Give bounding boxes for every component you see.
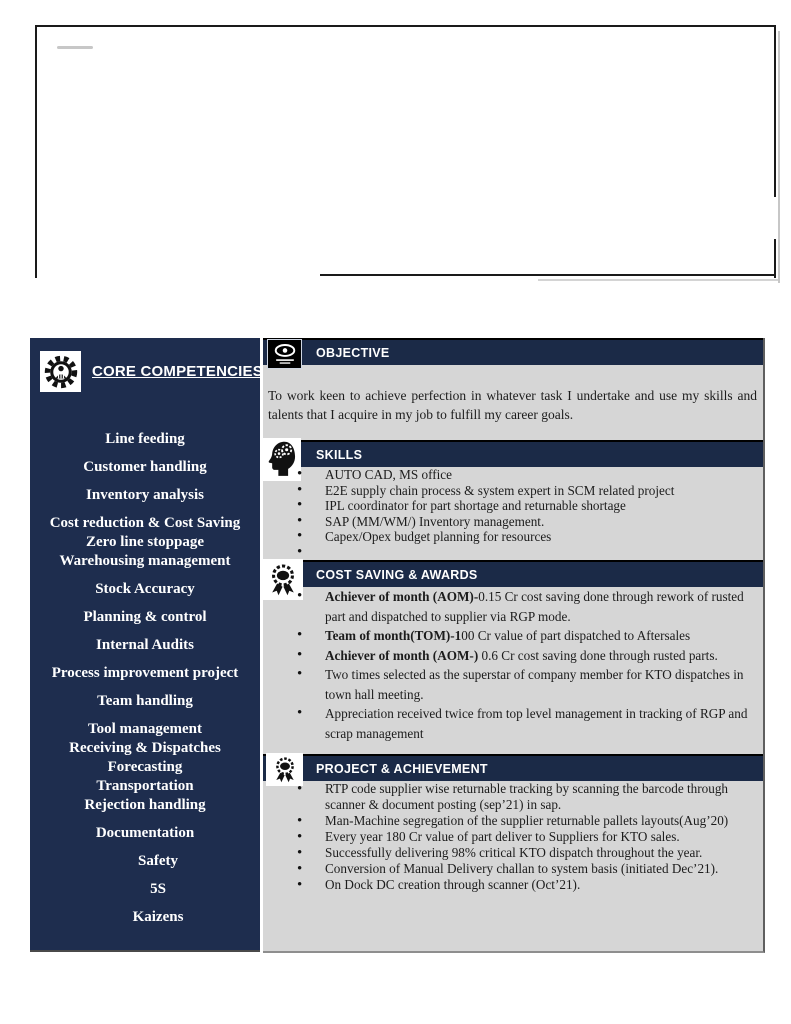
award-item: • Team of month(TOM)-100 Cr value of part dispatched to Aftersales	[263, 626, 757, 646]
section-title-objective: OBJECTIVE	[316, 345, 390, 360]
vision-projector-icon	[267, 339, 302, 369]
competency-item: Tool management	[87, 721, 203, 737]
skill-item	[263, 545, 757, 561]
skill-item: • E2E supply chain process & system expert in SCM related project	[263, 483, 757, 499]
skill-item: • AUTO CAD, MS office	[263, 467, 757, 483]
section-title-awards: COST SAVING & AWARDS	[316, 567, 478, 582]
objective-text: To work keen to achieve perfection in whatever task I undertake and use my skills and talents that I acquire in my job to fulfill my career goals.	[268, 388, 757, 422]
skills-list	[263, 467, 763, 560]
project-item: • RTP code supplier wise returnable tracking by scanning the barcode through scanner & document posting (sep’21) in sap.	[263, 781, 757, 813]
resume-content	[263, 338, 765, 953]
competency-item: Forecasting	[107, 759, 183, 775]
competency-item: Rejection handling	[84, 797, 206, 813]
award-item: • Two times selected as the superstar of company member for KTO dispatches in town hall meeting.	[263, 665, 757, 704]
competency-item: Cost reduction & Cost Saving	[49, 515, 241, 531]
gear-person-icon	[40, 351, 81, 392]
section-title-skills: SKILLS	[316, 447, 363, 462]
box-shadow-right	[778, 31, 780, 283]
skill-item: • Capex/Opex budget planning for resources	[263, 529, 757, 545]
skill-item: • SAP (MM/WM/) Inventory management.	[263, 514, 757, 530]
section-header-skills	[263, 440, 763, 467]
competency-list	[30, 392, 260, 927]
sidebar-header	[30, 338, 263, 392]
project-item: • On Dock DC creation through scanner (Oct’21).	[263, 877, 757, 893]
competency-item: Receiving & Dispatches	[69, 740, 221, 756]
projects-list	[263, 781, 763, 893]
sidebar-core-competencies	[30, 338, 263, 952]
competency-item: Customer handling	[83, 459, 207, 475]
box-border-bottom	[320, 274, 776, 276]
competency-item: Internal Audits	[96, 637, 194, 653]
box-shadow-bottom	[538, 279, 778, 281]
award-item: • Appreciation received twice from top level management in tracking of RGP and scrap management	[263, 704, 757, 743]
competency-item: Safety	[138, 853, 178, 869]
project-item: • Successfully delivering 98% critical KTO dispatch throughout the year.	[263, 845, 757, 861]
project-item: • Every year 180 Cr value of part deliver to Suppliers for KTO sales.	[263, 829, 757, 845]
competency-item: Line feeding	[105, 431, 185, 447]
faint-smudge	[57, 46, 93, 49]
competency-item: Zero line stoppage	[85, 534, 205, 550]
box-border-top	[35, 25, 776, 27]
project-item: • Man-Machine segregation of the supplier returnable pallets layouts(Aug’20)	[263, 813, 757, 829]
competency-item: Process improvement project	[51, 665, 239, 681]
competency-item: Warehousing management	[59, 553, 231, 569]
project-item: • Conversion of Manual Delivery challan to system basis (initiated Dec’21).	[263, 861, 757, 877]
competency-item: Stock Accuracy	[95, 581, 195, 597]
sidebar-title: CORE COMPETENCIES	[92, 363, 263, 380]
resume-body	[30, 338, 765, 953]
empty-header-box	[35, 25, 776, 278]
competency-item: Inventory analysis	[86, 487, 204, 503]
section-header-objective	[263, 338, 763, 365]
box-border-left	[35, 25, 37, 278]
competency-item: Kaizens	[132, 909, 184, 925]
box-border-right-lower	[774, 239, 776, 278]
section-header-awards	[263, 560, 763, 587]
box-border-right-upper	[774, 25, 776, 197]
skill-item: • IPL coordinator for part shortage and returnable shortage	[263, 498, 757, 514]
section-title-projects: PROJECT & ACHIEVEMENT	[316, 761, 488, 776]
competency-item: 5S	[150, 881, 166, 897]
award-item: • Achiever of month (AOM-) 0.6 Cr cost saving done through rusted parts.	[263, 646, 757, 666]
competency-item: Transportation	[96, 778, 194, 794]
award-item: • Achiever of month (AOM)-0.15 Cr cost saving done through rework of rusted part and dispatched to supplier via RGP mode.	[263, 587, 757, 626]
competency-item: Team handling	[97, 693, 193, 709]
competency-item: Planning & control	[83, 609, 207, 625]
awards-list	[263, 587, 763, 743]
competency-item: Documentation	[95, 825, 195, 841]
section-header-projects	[263, 754, 763, 781]
